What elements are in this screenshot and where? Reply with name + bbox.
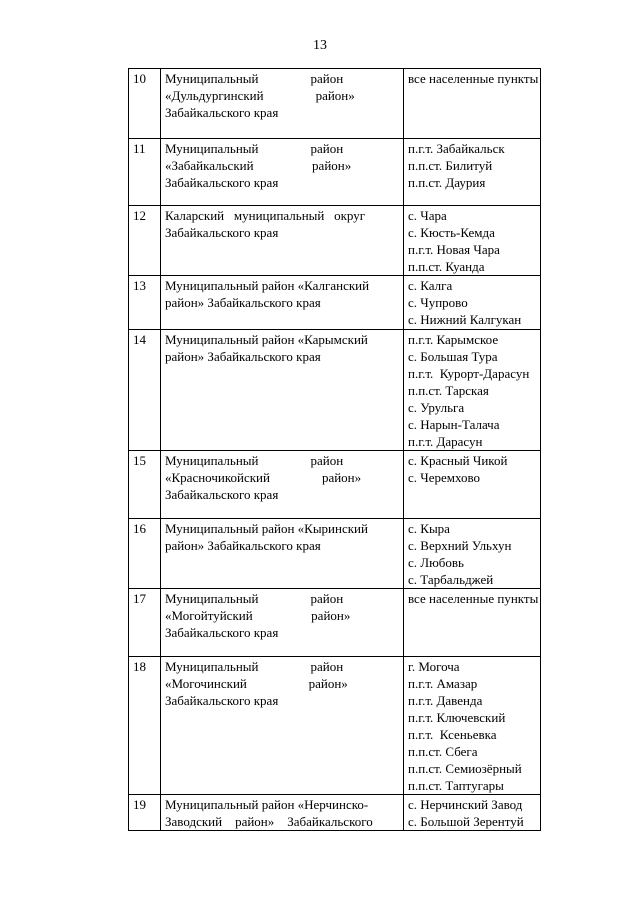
settlement-item: п.п.ст. Билитуй: [408, 158, 493, 173]
settlements-list: [404, 451, 541, 519]
table-row: [129, 276, 541, 330]
settlements-list: [404, 69, 541, 139]
settlement-item: с. Чара: [408, 208, 447, 223]
settlements-list: [404, 276, 541, 330]
municipality-name-line: Забайкальского края: [165, 693, 279, 708]
municipality-name-line: «Забайкальский район»: [165, 158, 352, 173]
settlement-item: п.г.т. Карымское: [408, 332, 499, 347]
row-number: 11: [129, 139, 161, 206]
table-row: [129, 519, 541, 589]
municipality-name-line: «Дульдургинский район»: [165, 88, 355, 103]
settlements-table: [128, 68, 541, 831]
settlement-item: п.п.ст. Тарская: [408, 383, 489, 398]
table-row: [129, 451, 541, 519]
table-row: [129, 69, 541, 139]
settlements-list: [404, 139, 541, 206]
settlements-list: [404, 330, 541, 451]
row-number: 14: [129, 330, 161, 451]
municipality-name-line: «Красночикойский район»: [165, 470, 362, 485]
settlement-item: с. Любовь: [408, 555, 464, 570]
settlements-list: [404, 206, 541, 276]
settlement-item: п.п.ст. Таптугары: [408, 778, 504, 793]
row-number: 19: [129, 795, 161, 831]
municipality-name: [161, 451, 404, 519]
settlement-item: п.г.т. Ключевский: [408, 710, 506, 725]
settlement-item: с. Урульга: [408, 400, 465, 415]
municipality-name: [161, 589, 404, 657]
settlement-item: с. Нарын-Талача: [408, 417, 500, 432]
municipality-name-line: Муниципальный район: [165, 659, 344, 674]
municipality-name-line: Забайкальского края: [165, 175, 279, 190]
municipality-name: [161, 139, 404, 206]
municipality-name: [161, 276, 404, 330]
municipality-name-line: Забайкальского края: [165, 487, 279, 502]
settlement-item: с. Верхний Ульхун: [408, 538, 512, 553]
municipality-name-line: Муниципальный район: [165, 71, 344, 86]
municipality-name-line: Муниципальный район «Кыринский: [165, 521, 368, 536]
settlement-item: п.г.т. Курорт-Дарасун: [408, 366, 530, 381]
row-number: 10: [129, 69, 161, 139]
row-number: 17: [129, 589, 161, 657]
settlement-item: с. Большая Тура: [408, 349, 498, 364]
settlement-item: с. Нижний Калгукан: [408, 312, 522, 327]
row-number: 13: [129, 276, 161, 330]
settlement-item: п.г.т. Дарасун: [408, 434, 483, 449]
settlements-list: [404, 795, 541, 831]
settlement-item: с. Калга: [408, 278, 453, 293]
municipality-name-line: Муниципальный район: [165, 453, 344, 468]
settlement-item: п.п.ст. Сбега: [408, 744, 478, 759]
settlement-item: с. Чупрово: [408, 295, 468, 310]
municipality-name-line: район» Забайкальского края: [165, 538, 321, 553]
municipality-name-line: Забайкальского края: [165, 625, 279, 640]
municipality-name-line: Муниципальный район «Карымский: [165, 332, 368, 347]
settlement-item: п.г.т. Ксеньевка: [408, 727, 497, 742]
table-row: [129, 139, 541, 206]
municipality-name: [161, 206, 404, 276]
settlement-item: п.г.т. Забайкальск: [408, 141, 505, 156]
municipality-name-line: Муниципальный район «Нерчинско-: [165, 797, 369, 812]
page-number: 13: [313, 38, 327, 53]
municipality-name: [161, 330, 404, 451]
municipality-name-line: район» Забайкальского края: [165, 349, 321, 364]
settlement-item: с. Кыра: [408, 521, 450, 536]
municipality-name-line: Каларский муниципальный округ: [165, 208, 366, 223]
municipality-name-line: «Могочинский район»: [165, 676, 348, 691]
settlement-item: п.г.т. Новая Чара: [408, 242, 500, 257]
settlements-list: [404, 589, 541, 657]
settlement-item: с. Черемхово: [408, 470, 481, 485]
municipality-name-line: «Могойтуйский район»: [165, 608, 351, 623]
municipality-name: [161, 657, 404, 795]
municipality-name: [161, 795, 404, 831]
table-row: [129, 330, 541, 451]
row-number: 12: [129, 206, 161, 276]
row-number: 16: [129, 519, 161, 589]
municipality-name-line: Муниципальный район «Калганский: [165, 278, 370, 293]
settlement-item: п.п.ст. Семиозёрный: [408, 761, 522, 776]
settlement-item: все населенные пункты: [408, 591, 539, 606]
municipality-name-line: Заводский район» Забайкальского: [165, 814, 373, 829]
table-row: [129, 657, 541, 795]
settlements-list: [404, 657, 541, 795]
municipality-name-line: район» Забайкальского края: [165, 295, 321, 310]
settlement-item: г. Могоча: [408, 659, 460, 674]
municipality-name-line: Муниципальный район: [165, 591, 344, 606]
municipality-name-line: Муниципальный район: [165, 141, 344, 156]
table-row: [129, 589, 541, 657]
table-row: [129, 795, 541, 831]
table-row: [129, 206, 541, 276]
settlement-item: с. Нерчинский Завод: [408, 797, 523, 812]
municipality-name: [161, 519, 404, 589]
municipality-name-line: Забайкальского края: [165, 225, 279, 240]
settlement-item: п.п.ст. Куанда: [408, 259, 485, 274]
row-number: 18: [129, 657, 161, 795]
settlements-list: [404, 519, 541, 589]
municipality-name-line: Забайкальского края: [165, 105, 279, 120]
municipality-name: [161, 69, 404, 139]
settlement-item: п.г.т. Давенда: [408, 693, 483, 708]
settlement-item: с. Кюсть-Кемда: [408, 225, 495, 240]
settlement-item: п.г.т. Амазар: [408, 676, 478, 691]
settlement-item: с. Большой Зерентуй: [408, 814, 524, 829]
settlement-item: все населенные пункты: [408, 71, 539, 86]
settlement-item: п.п.ст. Даурия: [408, 175, 486, 190]
settlement-item: с. Красный Чикой: [408, 453, 508, 468]
settlement-item: с. Тарбальджей: [408, 572, 494, 587]
row-number: 15: [129, 451, 161, 519]
